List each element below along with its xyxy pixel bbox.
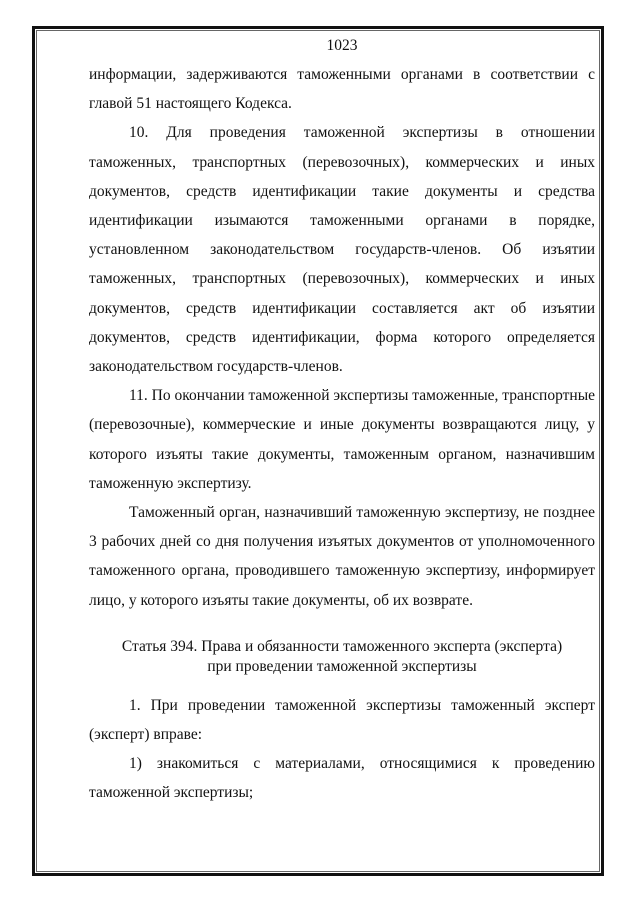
paragraph-continuation: информации, задерживаются таможенными органами в соответствии с главой 51 настоящего Кодекса. (89, 66, 595, 113)
article-heading-line-2: при проведении таможенной экспертизы (207, 657, 477, 675)
paragraph-customs-body: Таможенный орган, назначивший таможенную экспертизу, не позднее 3 рабочих дней со дня получения изъятых документов от уполномоченного таможенного органа, проводившего таможенную экспертизу, информирует лицо, у которого изъяты такие документы, об их возврате. (89, 504, 595, 609)
spacer (89, 615, 595, 637)
paragraph-item-1: 1. При проведении таможенной экспертизы таможенный эксперт (эксперт) вправе: (89, 696, 595, 744)
paragraph-item-11: 11. По окончании таможенной экспертизы таможенные, транспортные (перевозочные), коммерческие и иные документы возвращаются лицу, у которого изъяты такие документы, таможенным органом, назначившим таможенную экспертизу. (89, 387, 596, 492)
article-heading-line-1: Статья 394. Права и обязанности таможенного эксперта (эксперта) (121, 637, 563, 655)
document-body (89, 32, 595, 808)
page-number: 1023 (326, 37, 358, 54)
paragraph-subitem-1: 1) знакомиться с материалами, относящимися к проведению таможенной экспертизы; (89, 755, 595, 802)
paragraph-item-10: 10. Для проведения таможенной экспертизы в отношении таможенных, транспортных (перевозочных), коммерческих и иных документов, средств идентификации такие документы и средства идентификации изымаются таможенными органами в порядке, установленном законодательством государств-членов. Об изъятии таможенных, транспортных (перевозочных), коммерческих и иных документов, средств идентификации составляется акт об изъятии документов, средств идентификации, форма которого определяется законодательством государств-членов. (89, 124, 595, 376)
spacer (89, 677, 595, 691)
